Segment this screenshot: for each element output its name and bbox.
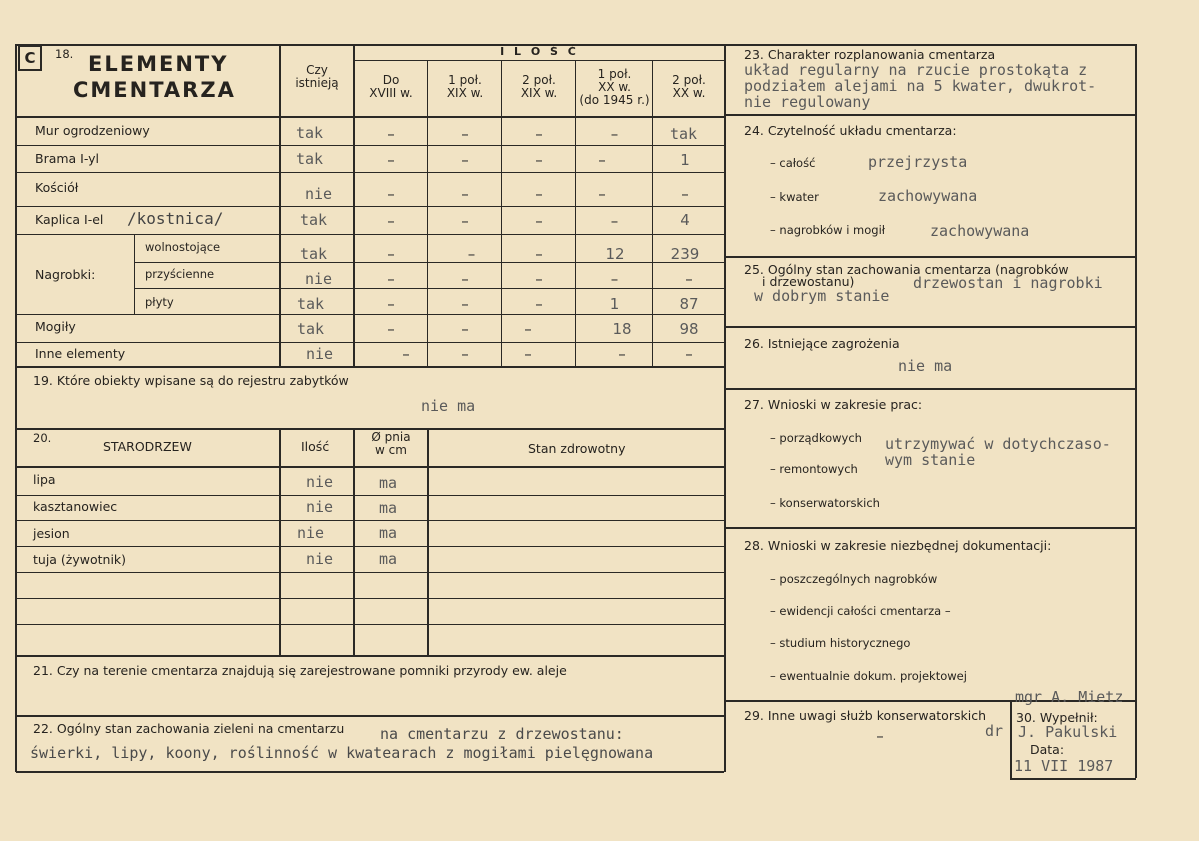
section-26-question: 26. Istniejące zagrożenia — [744, 336, 900, 351]
cell: 87 — [679, 295, 699, 313]
tree-qty: nie — [306, 550, 334, 568]
section-25-answer-line1: drzewostan i nagrobki — [913, 274, 1103, 292]
section-30-label-date: Data: — [1030, 742, 1065, 757]
cell: – — [467, 245, 476, 263]
cell: – — [685, 270, 693, 288]
tree-qty: nie — [306, 473, 334, 491]
section-23-question: 23. Charakter rozplanowania cmentarza — [744, 47, 996, 62]
tree-diameter: ma — [379, 499, 398, 517]
exists-wall: tak — [296, 124, 324, 142]
section-27-item: – konserwatorskich — [770, 496, 880, 510]
section-30-prefix: dr — [985, 722, 1004, 740]
exists-graves: tak — [297, 320, 325, 338]
cell: – — [387, 295, 395, 313]
cell: 1 — [680, 151, 690, 169]
section-20-number: 20. — [33, 431, 52, 445]
health-header: Stan zdrowotny — [528, 441, 626, 456]
section-29-question: 29. Inne uwagi służb konserwatorskich — [744, 708, 986, 723]
section-25-question-line1: 25. Ogólny stan zachowania cmentarza (nagrobków — [744, 262, 1069, 277]
cell: – — [524, 345, 532, 363]
cell: – — [685, 345, 693, 363]
cell: 18 — [612, 320, 632, 338]
section-18-number: 18. — [55, 47, 74, 61]
exists-freestanding: tak — [300, 245, 328, 263]
cell: 239 — [670, 245, 700, 263]
tree-qty: nie — [297, 524, 325, 542]
section-letter: C — [24, 49, 36, 67]
section-22-answer-line2: świerki, lipy, koony, roślinność w kwatearach z mogiłami pielęgnowana — [30, 744, 654, 762]
cell: – — [387, 125, 395, 143]
section-23-answer-line2: podziałem alejami na 5 kwater, dwukrot- — [744, 77, 1097, 95]
cell: – — [535, 151, 543, 169]
section-30-date: 11 VII 1987 — [1014, 757, 1114, 775]
cell: – — [535, 212, 543, 230]
cell: – — [618, 345, 626, 363]
section-28-item: – studium historycznego — [770, 636, 911, 650]
tree-diameter: ma — [379, 550, 398, 568]
period-header-4: 2 poł. XX w. — [672, 73, 706, 100]
tree-name: lipa — [33, 472, 56, 487]
section-30-name: J. Pakulski — [1018, 723, 1118, 741]
row-label-slabs: płyty — [145, 295, 174, 309]
row-label-wall-mounted: przyścienne — [145, 267, 215, 281]
section-23-answer-line1: układ regularny na rzucie prostokąta z — [744, 61, 1088, 79]
section-24-item-label: – kwater — [770, 190, 819, 204]
cell: – — [387, 212, 395, 230]
period-header-1: 1 poł. XIX w. — [446, 73, 484, 100]
period-header-3: 1 poł. XX w. (do 1945 r.) — [579, 67, 650, 107]
cell: tak — [670, 125, 698, 143]
cell: – — [387, 320, 395, 338]
cell: – — [461, 320, 469, 338]
cell: – — [387, 245, 395, 263]
cell: – — [387, 185, 395, 203]
exists-slabs: tak — [297, 295, 325, 313]
cell: 4 — [680, 211, 690, 229]
row-label-church: Kościół — [35, 180, 79, 195]
tree-name: jesion — [33, 526, 70, 541]
section-22-question: 22. Ogólny stan zachowania zieleni na cmentarzu — [33, 721, 345, 736]
section-24-item-label: – całość — [770, 156, 816, 170]
cell: – — [524, 320, 532, 338]
section-24-item-value: zachowywana — [930, 222, 1030, 240]
section-24-item-value: przejrzysta — [868, 153, 968, 171]
cell: – — [535, 185, 543, 203]
cell: – — [402, 345, 410, 363]
cell: 12 — [605, 245, 625, 263]
cell: – — [461, 185, 469, 203]
cell: 1 — [609, 295, 620, 313]
tree-name: tuja (żywotnik) — [33, 552, 127, 567]
cell: – — [461, 212, 469, 230]
diameter-header: Ø pnia w cm — [371, 430, 411, 457]
section-letter-box — [18, 45, 42, 71]
section-28-item: – ewidencji całości cmentarza – — [770, 604, 951, 618]
exists-church: nie — [305, 185, 333, 203]
cell: – — [535, 125, 543, 143]
section-27-item: – porządkowych — [770, 431, 862, 445]
cell: – — [387, 151, 395, 169]
cell: – — [461, 345, 469, 363]
qty-header: Ilość — [301, 439, 330, 454]
row-label-nagrobki: Nagrobki: — [35, 267, 96, 282]
cell: – — [461, 151, 469, 169]
tree-name: kasztanowiec — [33, 499, 118, 514]
exists-header: Czy istnieją — [295, 63, 339, 90]
cell: – — [610, 212, 619, 230]
section-29-answer: – — [876, 727, 884, 745]
section-25-answer-line2: w dobrym stanie — [754, 287, 890, 305]
section-28-item: – ewentualnie dokum. projektowej — [770, 669, 967, 683]
cell: 98 — [679, 320, 699, 338]
section-30-above: mgr A. Mietz — [1015, 688, 1124, 706]
section-19-question: 19. Które obiekty wpisane są do rejestru zabytków — [33, 373, 349, 388]
cell: – — [535, 295, 543, 313]
cell: – — [461, 295, 469, 313]
exists-gate: tak — [296, 150, 324, 168]
tree-qty: nie — [306, 498, 334, 516]
row-label-chapel: Kaplica I-el — [35, 212, 104, 227]
section-24-question: 24. Czytelność układu cmentarza: — [744, 123, 957, 138]
cell: – — [598, 185, 606, 203]
exists-wall-mounted: nie — [305, 270, 333, 288]
section-24-item-label: – nagrobków i mogił — [770, 223, 886, 237]
section-27-question: 27. Wnioski w zakresie prac: — [744, 397, 923, 412]
cell: – — [387, 270, 395, 288]
cell: – — [681, 185, 689, 203]
row-label-chapel-extra: /kostnica/ — [127, 209, 224, 228]
section-27-item: – remontowych — [770, 462, 858, 476]
section-21-question: 21. Czy na terenie cmentarza znajdują się zarejestrowane pomniki przyrody ew. aleje — [33, 663, 567, 678]
section-18-title-line2: CMENTARZA — [73, 78, 236, 102]
section-24-item-value: zachowywana — [878, 187, 978, 205]
row-label-other: Inne elementy — [35, 346, 126, 361]
cell: – — [535, 245, 543, 263]
section-18-title-line1: ELEMENTY — [88, 52, 229, 76]
row-label-gate: Brama I-yl — [35, 151, 100, 166]
section-28-item: – poszczególnych nagrobków — [770, 572, 938, 586]
section-27-answer-line1: utrzymywać w dotychczaso- — [885, 435, 1111, 453]
tree-diameter: ma — [379, 474, 398, 492]
cell: – — [598, 151, 606, 169]
section-28-question: 28. Wnioski w zakresie niezbędnej dokumentacji: — [744, 538, 1052, 553]
section-27-answer-line2: wym stanie — [885, 451, 976, 469]
period-header-0: Do XVIII w. — [369, 73, 413, 100]
cell: – — [535, 270, 543, 288]
section-26-answer: nie ma — [898, 357, 953, 375]
section-30-label-filled: 30. Wypełnił: — [1016, 710, 1098, 725]
row-label-wall: Mur ogrodzeniowy — [35, 123, 150, 138]
section-20-title: STARODRZEW — [103, 439, 192, 454]
section-23-answer-line3: nie regulowany — [744, 93, 871, 111]
tree-diameter: ma — [379, 524, 398, 542]
ilosc-header: I L O Ś Ć — [500, 45, 579, 58]
exists-chapel: tak — [300, 211, 328, 229]
row-label-freestanding: wolnostojące — [145, 240, 221, 254]
section-22-answer-line1: na cmentarzu z drzewostanu: — [380, 725, 624, 743]
section-19-answer: nie ma — [421, 397, 476, 415]
cell: – — [461, 270, 469, 288]
exists-other: nie — [306, 345, 334, 363]
section-25-question-line2: i drzewostanu) — [762, 274, 855, 289]
period-header-2: 2 poł. XIX w. — [520, 73, 558, 100]
cell: – — [610, 125, 619, 143]
cell: – — [461, 125, 469, 143]
cell: – — [610, 270, 619, 288]
row-label-graves: Mogiły — [35, 319, 76, 334]
